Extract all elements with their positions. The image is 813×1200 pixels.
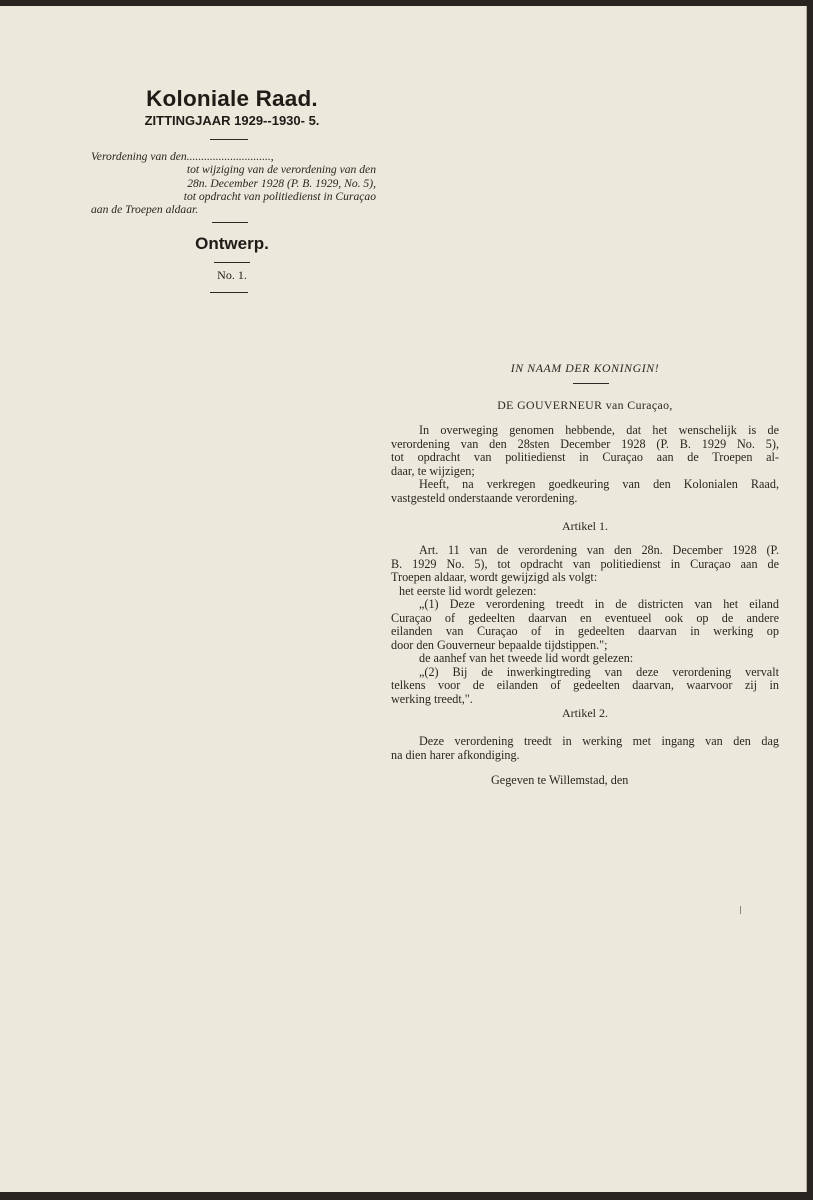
description-line: tot opdracht van politiedienst in Curaçao (183, 189, 376, 203)
preamble-line: vastgesteld onderstaande verordening. (391, 491, 578, 505)
article-1-line: werking treedt,". (391, 692, 473, 706)
description-line: aan de Troepen aldaar. (91, 203, 199, 217)
article-1-line: het eerste lid wordt gelezen: (399, 584, 537, 598)
preamble-line: verordening van den 28sten December 1928 (P. B. 1929 No. 5), (391, 437, 779, 451)
article-2-text (391, 735, 779, 762)
article-1-line: „(1) Deze verordening treedt in de districten van het eiland (419, 598, 779, 611)
article-2-line: na dien harer afkondiging. (391, 748, 520, 762)
divider-rule (212, 222, 248, 223)
session-year: ZITTINGJAAR 1929--1930- 5. (144, 113, 320, 128)
divider-rule (214, 262, 250, 263)
article-1-line: „(2) Bij de inwerkingtreding van deze verordening vervalt (419, 665, 779, 679)
article-1-line: eilanden van Curaçao of in gedeelten daarvan in werking op (391, 625, 779, 638)
draft-number: No. 1. (217, 268, 247, 282)
preamble-line: In overweging genomen hebbende, dat het wenschelijk is de (419, 424, 779, 437)
document-page (0, 6, 807, 1192)
invocation: IN NAAM DER KONINGIN! (510, 361, 660, 375)
article-2-line: Deze verordening treedt in werking met ingang van den dag (419, 735, 779, 748)
divider-rule (210, 139, 248, 140)
description-line: 28n. December 1928 (P. B. 1929, No. 5), (187, 176, 376, 190)
article-1-line: Art. 11 van de verordening van den 28n. December 1928 (P. (419, 544, 779, 557)
description-line: Verordening van den............................., (91, 150, 274, 163)
preamble-line: tot opdracht van politiedienst in Curaçao aan de Troepen al- (391, 451, 779, 464)
article-1-line: door den Gouverneur bepaalde tijdstippen."; (391, 638, 608, 652)
article-1-text (391, 544, 779, 706)
paper-speck (740, 906, 741, 914)
preamble-line: daar, te wijzigen; (391, 464, 475, 478)
article-1-heading: Artikel 1. (562, 519, 608, 533)
article-1-line: Curaçao of gedeelten daarvan en eventueel ook op de andere (391, 611, 779, 625)
article-1-line: B. 1929 No. 5), tot opdracht van politiedienst in Curaçao aan de (391, 557, 779, 571)
preamble-line: Heeft, na verkregen goedkeuring van den Kolonialen Raad, (419, 478, 779, 491)
ordinance-description (90, 150, 376, 216)
description-line: tot wijziging van de verordening van den (186, 163, 376, 177)
preamble (391, 424, 779, 505)
article-1-line: Troepen aldaar, wordt gewijzigd als volgt: (391, 571, 598, 584)
article-2-heading: Artikel 2. (562, 706, 608, 720)
council-title: Koloniale Raad. (146, 86, 318, 111)
article-1-line: de aanhef van het tweede lid wordt gelezen: (419, 652, 634, 665)
article-1-line: telkens voor de eilanden of gedeelten daarvan, waarvoor zij in (391, 679, 779, 692)
issuer: DE GOUVERNEUR van Curaçao, (497, 398, 673, 412)
closing-block (391, 774, 779, 788)
divider-rule (573, 383, 609, 384)
divider-rule (210, 292, 248, 293)
draft-label: Ontwerp. (195, 234, 269, 253)
closing-line: Gegeven te Willemstad, den (491, 774, 629, 787)
